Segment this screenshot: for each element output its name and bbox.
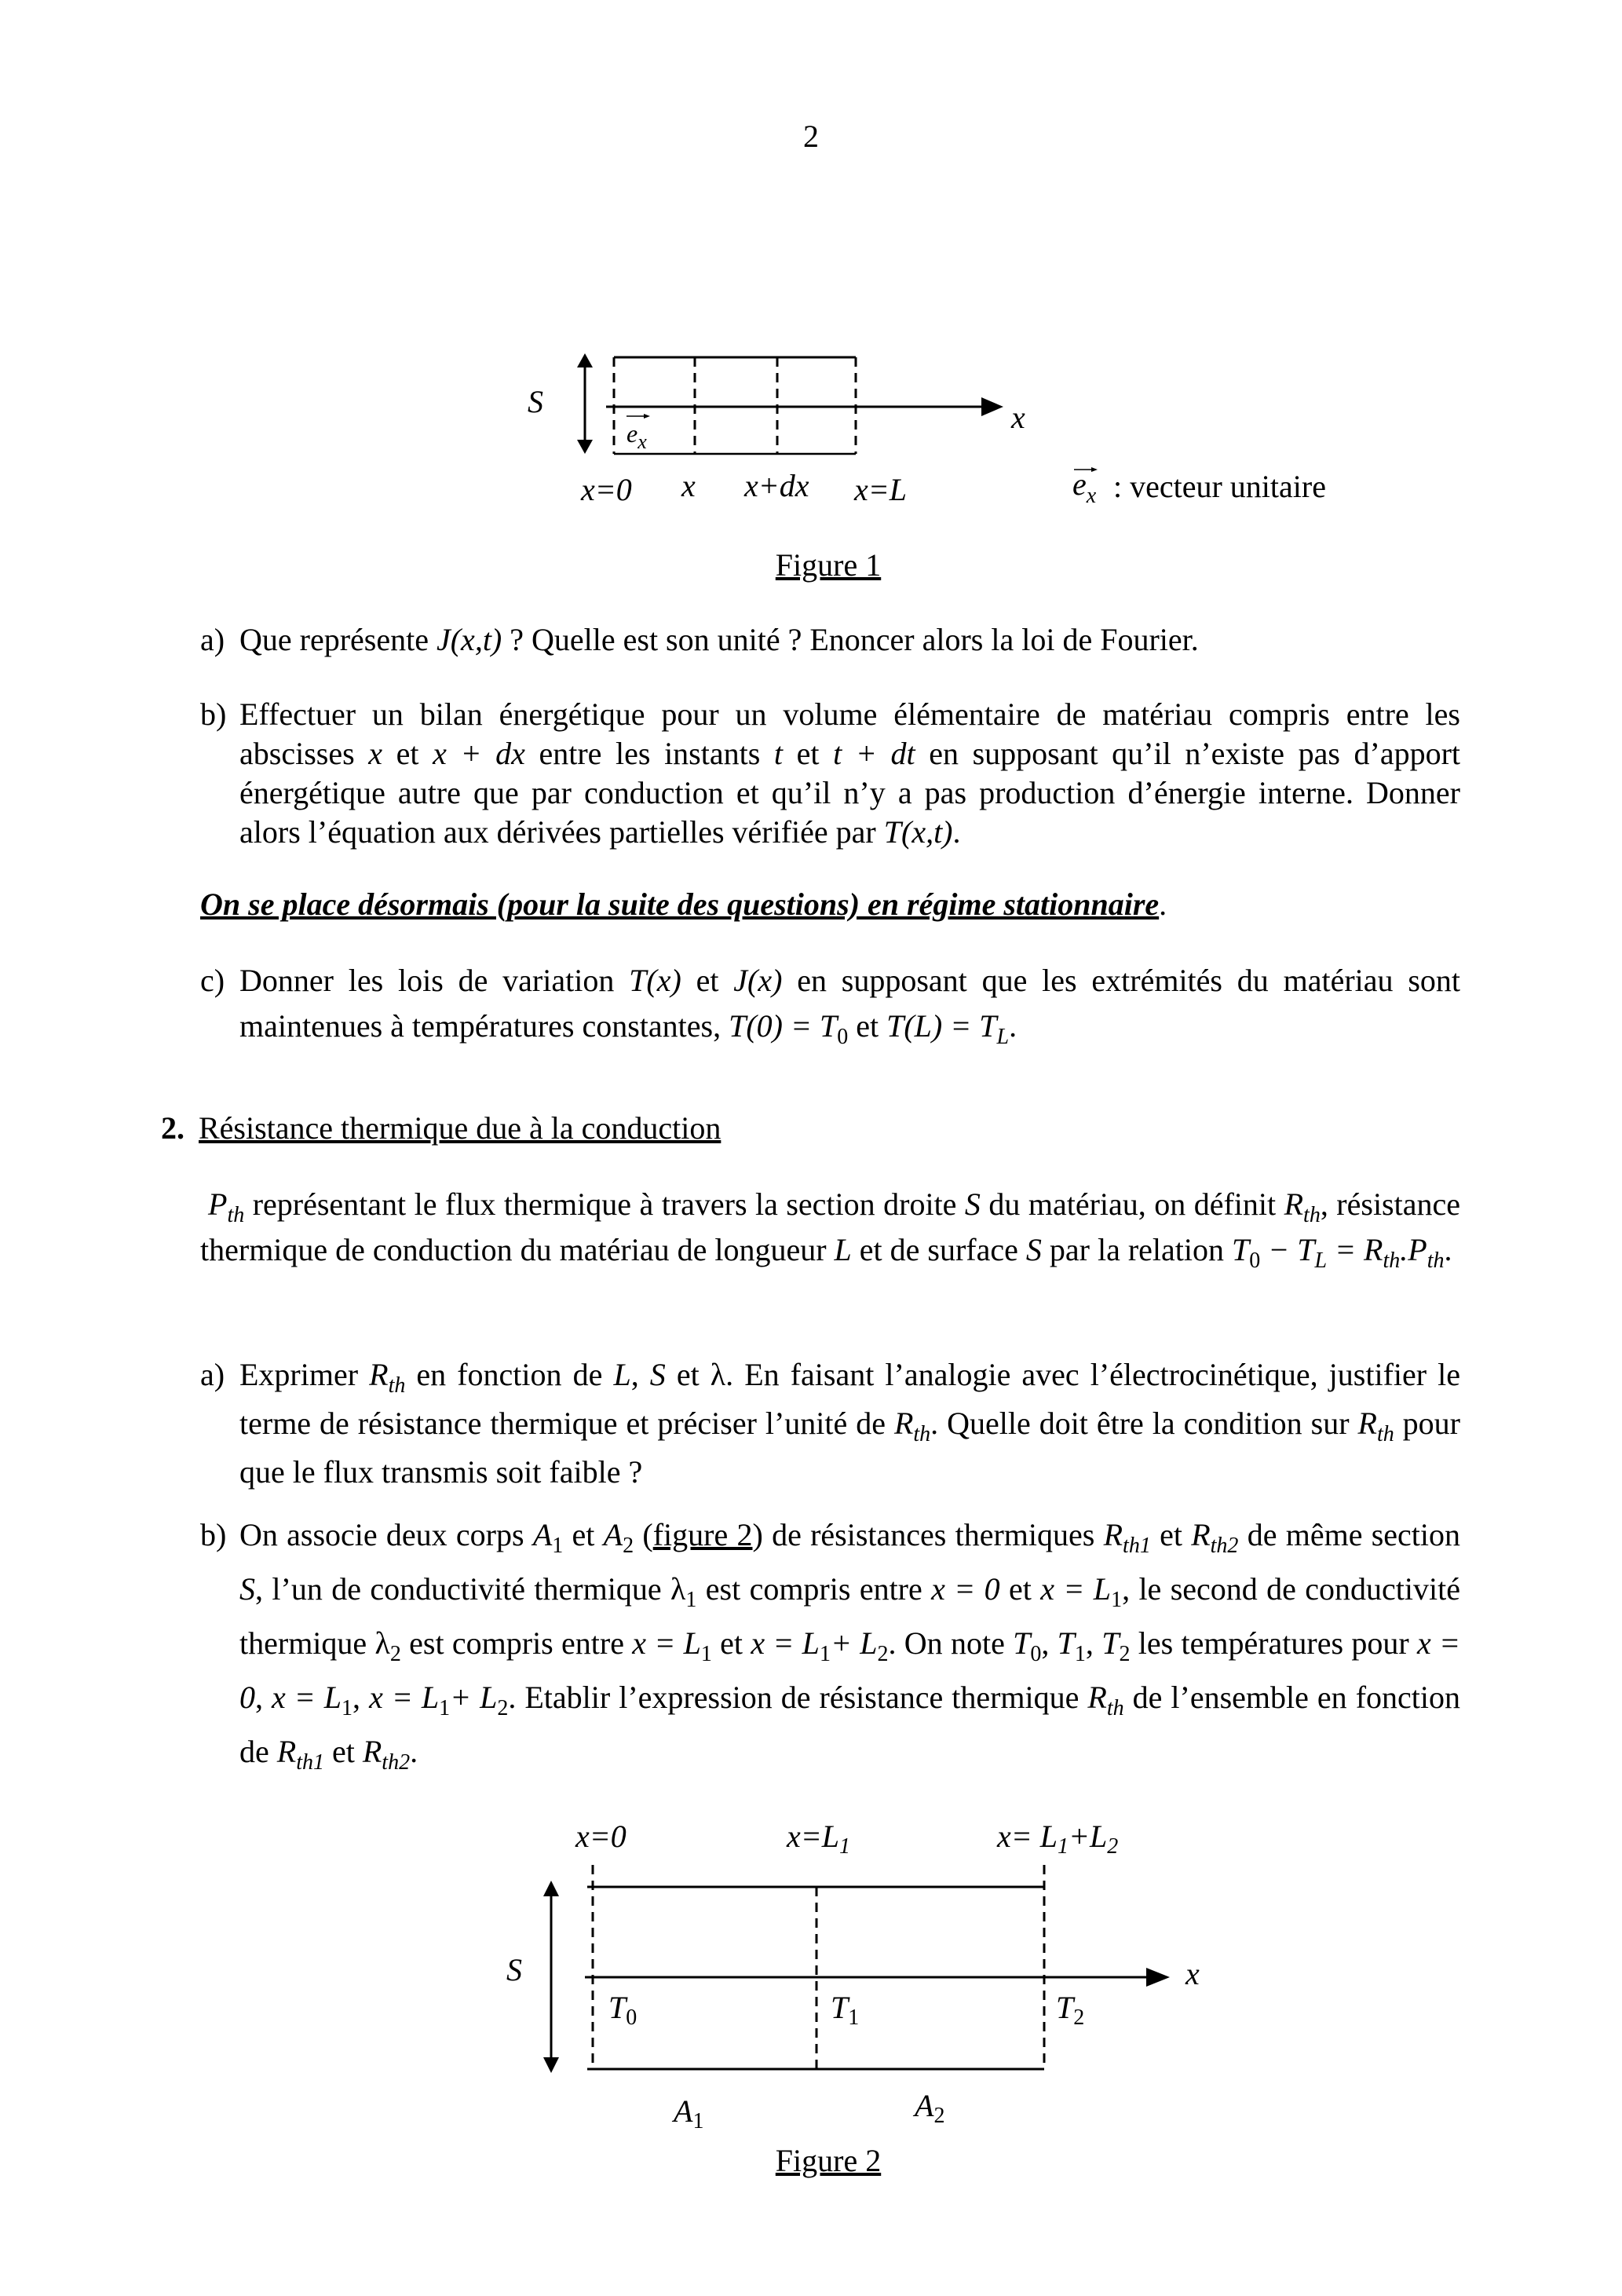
fig1-vector-note: : vecteur unitaire [1113,469,1326,504]
svg-text:T1: $T_1$ [831,1990,860,2030]
figure-1-caption: Figure 1 [775,547,882,583]
fig1-label-s: S [528,384,543,419]
fig2-x-arrowhead [1146,1968,1170,1987]
page-number: 2 [803,119,819,154]
svg-text:ex [627,419,647,453]
fig2-label-a2: A [915,2088,934,2123]
fig2-label-t1: T [831,1990,849,2025]
fig2-label-xL1L2: x= L [997,1819,1058,1854]
fig1-tick-xdx: x+dx [744,468,809,503]
fig2-label-s: S [506,1952,522,1987]
fig2-s-arrow-bottom [543,2057,559,2073]
section-2-heading: 2. Résistance thermique due à la conduction [161,1110,721,1146]
fig1-x-arrowhead [981,397,1003,416]
fig1-tick-x0: x=0 [581,472,632,507]
fig2-s-arrow-top [543,1881,559,1896]
fig2-label-t2: T [1056,1990,1074,2025]
fig2-label-a1: A [674,2093,693,2129]
fig1-ex: e [627,419,638,448]
label-1a: a) [200,622,225,657]
label-2b: b) [200,1517,227,1552]
question-1a: a) Que représente J(x,t) ? Quelle est son unité ? Enoncer alors la loi de Fourier. [239,620,1460,660]
figure-2-caption: Figure 2 [775,2143,882,2178]
fig1-note-ex: e [1072,466,1087,502]
fig1-ex-sub: x [637,430,647,453]
fig2-label-x-axis: x [1185,1956,1200,1991]
fig2-label-x0: x=0 [575,1819,627,1854]
label-1c: c) [200,963,225,998]
figure-2 [0,1790,1622,2167]
section-2-title: Résistance thermique due à la conduction [199,1110,721,1146]
question-1c: c) Donner les lois de variation T(x) et J(x) en supposant que les extrémités du matériau sont maintenues à températures constantes, $T(0) = T_0$ et $T(L) = T_L$. [239,958,1460,1049]
fig2-label-xL1: x=L [787,1819,839,1854]
figure-2-link: figure 2 [652,1517,753,1552]
svg-text:T0: $T_0$ [608,1990,637,2030]
svg-text:x= L1+L2: $x= L_1+L_2$ [997,1819,1119,1859]
fig2-label-t0: T [608,1990,627,2025]
fig1-label-x-axis: x [1011,400,1025,435]
fig1-tick-xL: x=L [854,472,907,507]
label-1b: b) [200,696,227,732]
svg-text:x=L1: $x=L_1$ [787,1819,850,1859]
svg-text:A2: $A_2$ [912,2088,944,2128]
figure-1 [0,0,1622,550]
fig1-tick-x: x [681,468,696,503]
svg-text:A1: $A_1$ [671,2093,703,2133]
question-1b: b) Effectuer un bilan énergétique pour un volume élémentaire de matériau compris entre les abscisses x et x + dx entre les instants t et t + dt en supposant qu’il n’existe pas d’apport énergétique autre que par conduction et qu’il n’y a pas production d’énergie interne. Donner alors l’équation aux dérivées partielles vérifiée par T(x,t). [200,696,1461,850]
svg-text:T2: $T_2$ [1056,1990,1085,2030]
question-2b: b) On associe deux corps $A_1$ et $A_2$ (figure 2) de résistances thermiques $R_{th1}$ et $R_{th2}$ de même section S, l’un de conductivité thermique $\lambda_1$ est compris entre x = 0 et $x = L_1$, le second de conductivité thermique $\lambda_2$ est compris entre $x = L_1$ et $x = L_1+ L_2$. On note $T_0$, $T_1$, $T_2$ les températures pour x = 0, $x = L_1$, $x = L_1+ L_2$. Etablir l’expression de résistance thermique $R_{th}$ de l’ensemble en fonction de $R_{th1}$ et $R_{th2}$. [239,1508,1460,1779]
svg-text:ex: $e_x$ [1072,466,1097,508]
fig1-s-arrow-top [577,353,593,367]
stationary-note: On se place désormais (pour la suite des questions) en régime stationnaire. [200,887,1167,922]
section-2-intro: $P_{th}$ représentant le flux thermique à travers la section droite S du matériau, on définit $R_{th}$, résistance thermique de conduction du matériau de longueur L et de surface S par la relation $T_0 - T_L = R_{th}.P_{th}$. [200,1186,1460,1273]
fig1-s-arrow-bottom [577,440,593,454]
label-2a: a) [200,1357,225,1392]
question-2a: a) Exprimer $R_{th}$ en fonction de L, S et λ. En faisant l’analogie avec l’électrocinétique, justifier le terme de résistance thermique et préciser l’unité de $R_{th}$. Quelle doit être la condition sur $R_{th}$ pour que le flux transmis soit faible ? [239,1351,1460,1497]
